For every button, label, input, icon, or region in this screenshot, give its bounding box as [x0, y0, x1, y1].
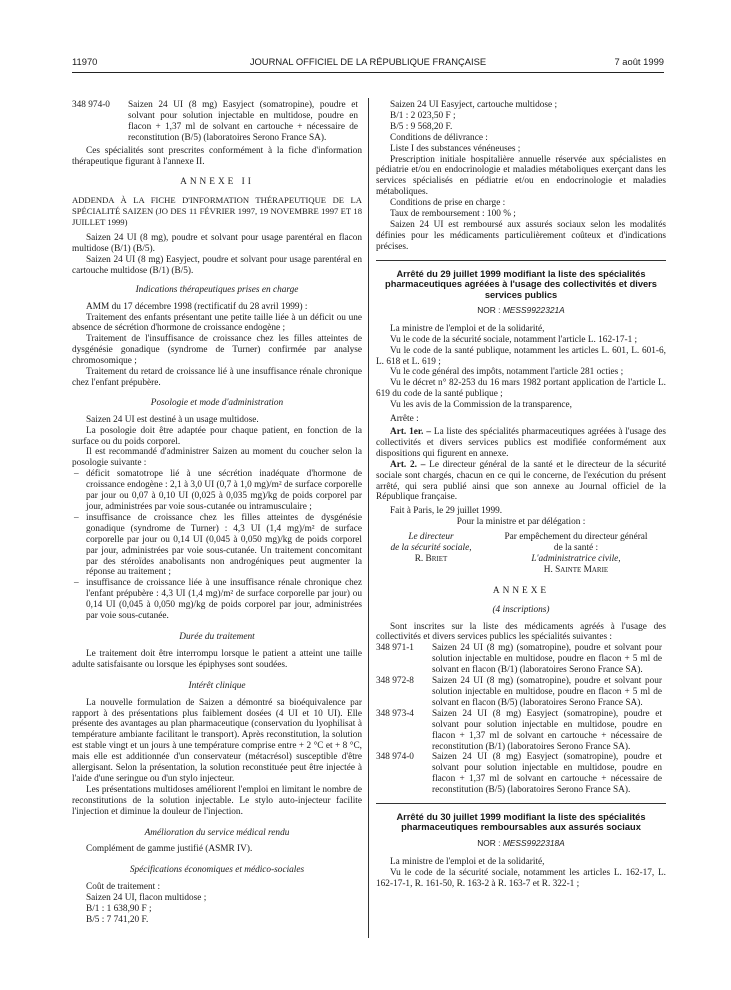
signatures [376, 532, 666, 576]
paragraph: Saizen 24 UI (8 mg) Easyject, poudre et solvant pour usage parentéral en cartouche multidose (B/1) (B/5). [72, 254, 362, 276]
paragraph: Complément de gamme justifié (ASMR IV). [86, 844, 253, 855]
column-divider [368, 98, 369, 938]
specialty-entry: 348 971-1 Saizen 24 UI (8 mg) (somatropine), poudre et solvant pour solution injectable en multidose, poudre en flacon + 5 ml de solvant en flacon (B/1) (laboratoires Serono France SA). [376, 643, 662, 676]
paragraph: Saizen 24 UI Easyject, cartouche multidose ; [390, 100, 558, 110]
entry-text: Saizen 24 UI (8 mg) Easyject (somatropine), poudre et solvant pour solution injectable en multidose, poudre en flacon + 1,37 ml de solvant en cartouche + nécessaire de reconstitution (B/5) (laboratoires Serono France SA). [128, 100, 358, 143]
nor-reference: NOR : MESS9922321A [477, 304, 565, 315]
section-heading-indications: Indications thérapeutiques prises en charge [135, 284, 299, 295]
signature-block: Par empêchement du directeur général de la santé : L'administratrice civile, H. Sainte Marie [504, 532, 648, 575]
paragraph: La ministre de l'emploi et de la solidarité, [390, 323, 545, 334]
annexe-heading: ANNEXE II [180, 177, 254, 188]
annexe-subtitle: (4 inscriptions) [492, 604, 550, 615]
header-rule [72, 72, 664, 73]
specialty-entry: 348 974-0 Saizen 24 UI (8 mg) Easyject (somatropine), poudre et solvant pour solution injectable en multidose, poudre en flacon + 1,37 ml de solvant en cartouche + nécessaire de reconstitution (B/5) (laboratoires Serono France SA). [376, 752, 662, 796]
entry-code: 348 974-0 [72, 100, 110, 110]
paragraph: Fait à Paris, le 29 juillet 1999. [390, 506, 503, 517]
paragraph: AMM du 17 décembre 1998 (rectificatif du 28 avril 1999) : [86, 301, 308, 312]
paragraph: Vu le code de la santé publique, notamment les articles L. 601, L. 601-6, L. 618 et L. 619 ; [376, 345, 666, 367]
paragraph: Vu le code général des impôts, notamment l'article 281 octies ; [390, 367, 624, 378]
decree-title: Arrêté du 30 juillet 1999 modifiant la liste des spécialités pharmaceutiques remboursables aux assurés sociaux [396, 812, 646, 833]
paragraph: Traitement de l'insuffisance de croissance chez les filles atteintes de dysgénésie gonadique (syndrome de Turner) confirmée par analyse chromosomique ; [72, 334, 362, 367]
paragraph: B/1 : 2 023,50 F ; [390, 110, 456, 121]
paragraph: B/5 : 9 568,20 F. [390, 121, 453, 132]
paragraph: Traitement du retard de croissance lié à une insuffisance rénale chronique chez l'enfant prépubère. [72, 367, 362, 388]
list-item: – insuffisance de croissance chez les filles atteintes de dysgénésie gonadique (syndrome de Turner) : 4,3 UI (1,4 mg)/m² de surface corporelle par jour ou 0,14 UI (0,045 à 0,050 mg)/kg de poids corporel par jour, administrées par voie sous-cutanée. Un traitement concomitant par des stéroïdes anabolisants non androgéniques peut augmenter la réponse au traitement ; [74, 512, 362, 578]
issue-date: 7 août 1999 [614, 56, 664, 67]
list-item: – déficit somatotrope lié à une sécrétion inadéquate d'hormone de croissance endogène : 2,1 à 3,0 UI (0,7 à 1,0 mg)/m² de surface corporelle par jour ou 0,07 à 0,10 UI (0,025 à 0,035 mg)/kg de poids corporel par jour, administrées par voie sous-cutanée ou intramusculaire ; [74, 469, 362, 512]
specialty-entry: 348 972-8 Saizen 24 UI (8 mg) (somatropine), poudre et solvant pour solution injectable en multidose, poudre en flacon + 5 ml de solvant en flacon (B/5) (laboratoires Serono France SA). [376, 676, 662, 708]
paragraph: Pour la ministre et par délégation : [456, 517, 586, 528]
paragraph: Saizen 24 UI (8 mg), poudre et solvant pour usage parentéral en flacon multidose (B/1) (B/5). [72, 233, 362, 254]
paragraph: La posologie doit être adaptée pour chaque patient, en fonction de la surface ou du poids corporel. [72, 425, 362, 447]
section-heading-posologie: Posologie et mode d'administration [150, 397, 284, 408]
left-column [72, 100, 362, 926]
journal-title: JOURNAL OFFICIEL DE LA RÉPUBLIQUE FRANÇAISE [249, 56, 487, 67]
paragraph: Liste I des substances vénéneuses ; [390, 143, 521, 154]
section-heading-duree: Durée du traitement [179, 631, 255, 642]
running-header [72, 56, 664, 70]
signature-block: Le directeur de la sécurité sociale, R. Briet [390, 532, 472, 564]
paragraph: Sont inscrites sur la liste des médicaments agréés à l'usage des collectivités et divers services publics les spécialités suivantes : [376, 621, 666, 643]
paragraph: Coût de traitement : [86, 882, 161, 893]
paragraph: B/5 : 7 741,20 F. [86, 915, 149, 925]
decree-title: Arrêté du 29 juillet 1999 modifiant la liste des spécialités pharmaceutiques agréées à l'usage des collectivités et divers services publics [385, 268, 657, 300]
paragraph: Vu les avis de la Commission de la transparence, [390, 400, 572, 411]
specialty-entry: 348 973-4 Saizen 24 UI (8 mg) Easyject (somatropine), poudre et solvant pour solution injectable en multidose, poudre en flacon + 1,37 ml de solvant en cartouche + nécessaire de reconstitution (B/1) (laboratoires Serono France SA). [376, 708, 662, 752]
paragraph: Le traitement doit être interrompu lorsque le patient a atteint une taille adulte satisfaisante ou lorsque les épiphyses sont soudées. [72, 648, 362, 670]
paragraph: Conditions de délivrance : [390, 132, 488, 143]
article-1: Art. 1er. – La liste des spécialités pharmaceutiques agréées à l'usage des collectivités et divers services publics est modifiée conformément aux dispositions qui figurent en annexe. [376, 426, 667, 459]
paragraph: Les présentations multidoses améliorent l'emploi en limitant le nombre de reconstitutions de la solution injectable. Le stylo auto-injecteur facilite l'injection et diminue la douleur de l'injection. [72, 784, 362, 817]
list-item: – insuffisance de croissance liée à une insuffisance rénale chronique chez l'enfant prépubère : 4,3 UI (1,4 mg)/m² de surface corporelle par jour) ou 0,14 UI (0,045 à 0,050 mg)/kg de poids corporel par jour, administrées par voie sous-cutanée. [74, 578, 362, 622]
paragraph: La nouvelle formulation de Saizen a démontré sa bioéquivalence par rapport à des présentations plus faiblement dosées (4 UI et 10 UI). Elle présente des avantages au plan pharmaceutique (conservation du lyophilisat à température ambiante facilitant le transport). Après reconstitution, la solution est stable vingt et un jours à une température comprise entre + 2 °C et + 8 °C, mais elle est additionnée d'un conservateur (métacrésol) susceptible d'être allergisant. Selon la présentation, la solution reconstituée peut être injectée à l'aide d'une seringue ou d'un stylo injecteur. [72, 697, 362, 784]
paragraph: Vu le code de la sécurité sociale, notamment les articles L. 162-17, L. 162-17-1, R. 161-50, R. 163-2 à R. 163-7 et R. 322-1 ; [376, 867, 666, 889]
paragraph: B/1 : 1 638,90 F ; [86, 904, 152, 915]
paragraph: Arrête : [390, 414, 419, 425]
paragraph: Prescription initiale hospitalière annuelle réservée aux spécialistes en pédiatrie et/ou en endocrinologie et maladies métaboliques exerçant dans les services spécialisés en pédiatrie et/ou en endocrinologie et maladies métaboliques. [376, 154, 666, 198]
paragraph: Conditions de prise en charge : [390, 198, 506, 209]
paragraph: Vu le code de la sécurité sociale, notamment l'article L. 162-17-1 ; [390, 334, 638, 345]
paragraph: Il est recommandé d'administrer Saizen au moment du coucher selon la posologie suivante : [72, 447, 362, 469]
section-heading-amelioration: Amélioration du service médical rendu [144, 827, 290, 838]
section-heading-specifications: Spécifications économiques et médico-sociales [129, 865, 305, 876]
paragraph: Traitement des enfants présentant une petite taille liée à un déficit ou une absence de sécrétion d'hormone de croissance endogène ; [72, 312, 362, 334]
section-divider [376, 260, 666, 261]
paragraph: Ces spécialités sont prescrites conformément à la fiche d'information thérapeutique figurant à l'annexe II. [72, 145, 362, 167]
paragraph: Saizen 24 UI, flacon multidose ; [86, 893, 207, 904]
specialty-entry [72, 100, 362, 144]
right-column [376, 100, 666, 890]
nor-reference: NOR : MESS9922318A [477, 837, 565, 848]
dosage-list [72, 469, 362, 622]
annexe-heading: ANNEXE [492, 585, 550, 596]
addenda-heading: ADDENDA À LA FICHE D'INFORMATION THÉRAPEUTIQUE DE LA SPÉCIALITÉ SAIZEN (JO DES 11 FÉVRIER 1997, 19 NOVEMBRE 1997 ET 18 JUILLET 1999) [72, 195, 362, 228]
section-heading-interet: Intérêt clinique [188, 680, 246, 691]
paragraph: Saizen 24 UI est remboursé aux assurés sociaux selon les modalités définies pour les médicaments particulièrement coûteux et d'indications précises. [376, 219, 666, 252]
page-number: 11970 [72, 56, 98, 67]
paragraph: La ministre de l'emploi et de la solidarité, [390, 856, 545, 867]
paragraph: Saizen 24 UI est destiné à un usage multidose. [86, 414, 259, 425]
section-divider [376, 803, 666, 804]
paragraph: Vu le décret n° 82-253 du 16 mars 1982 portant application de l'article L. 619 du code de la santé publique ; [376, 378, 666, 400]
paragraph: Taux de remboursement : 100 % ; [390, 209, 516, 220]
article-2: Art. 2. – Le directeur général de la santé et le directeur de la sécurité sociale sont chargés, chacun en ce qui le concerne, de l'exécution du présent arrêté, qui sera publié ainsi que son annexe au Journal officiel de la République française. [376, 459, 666, 503]
